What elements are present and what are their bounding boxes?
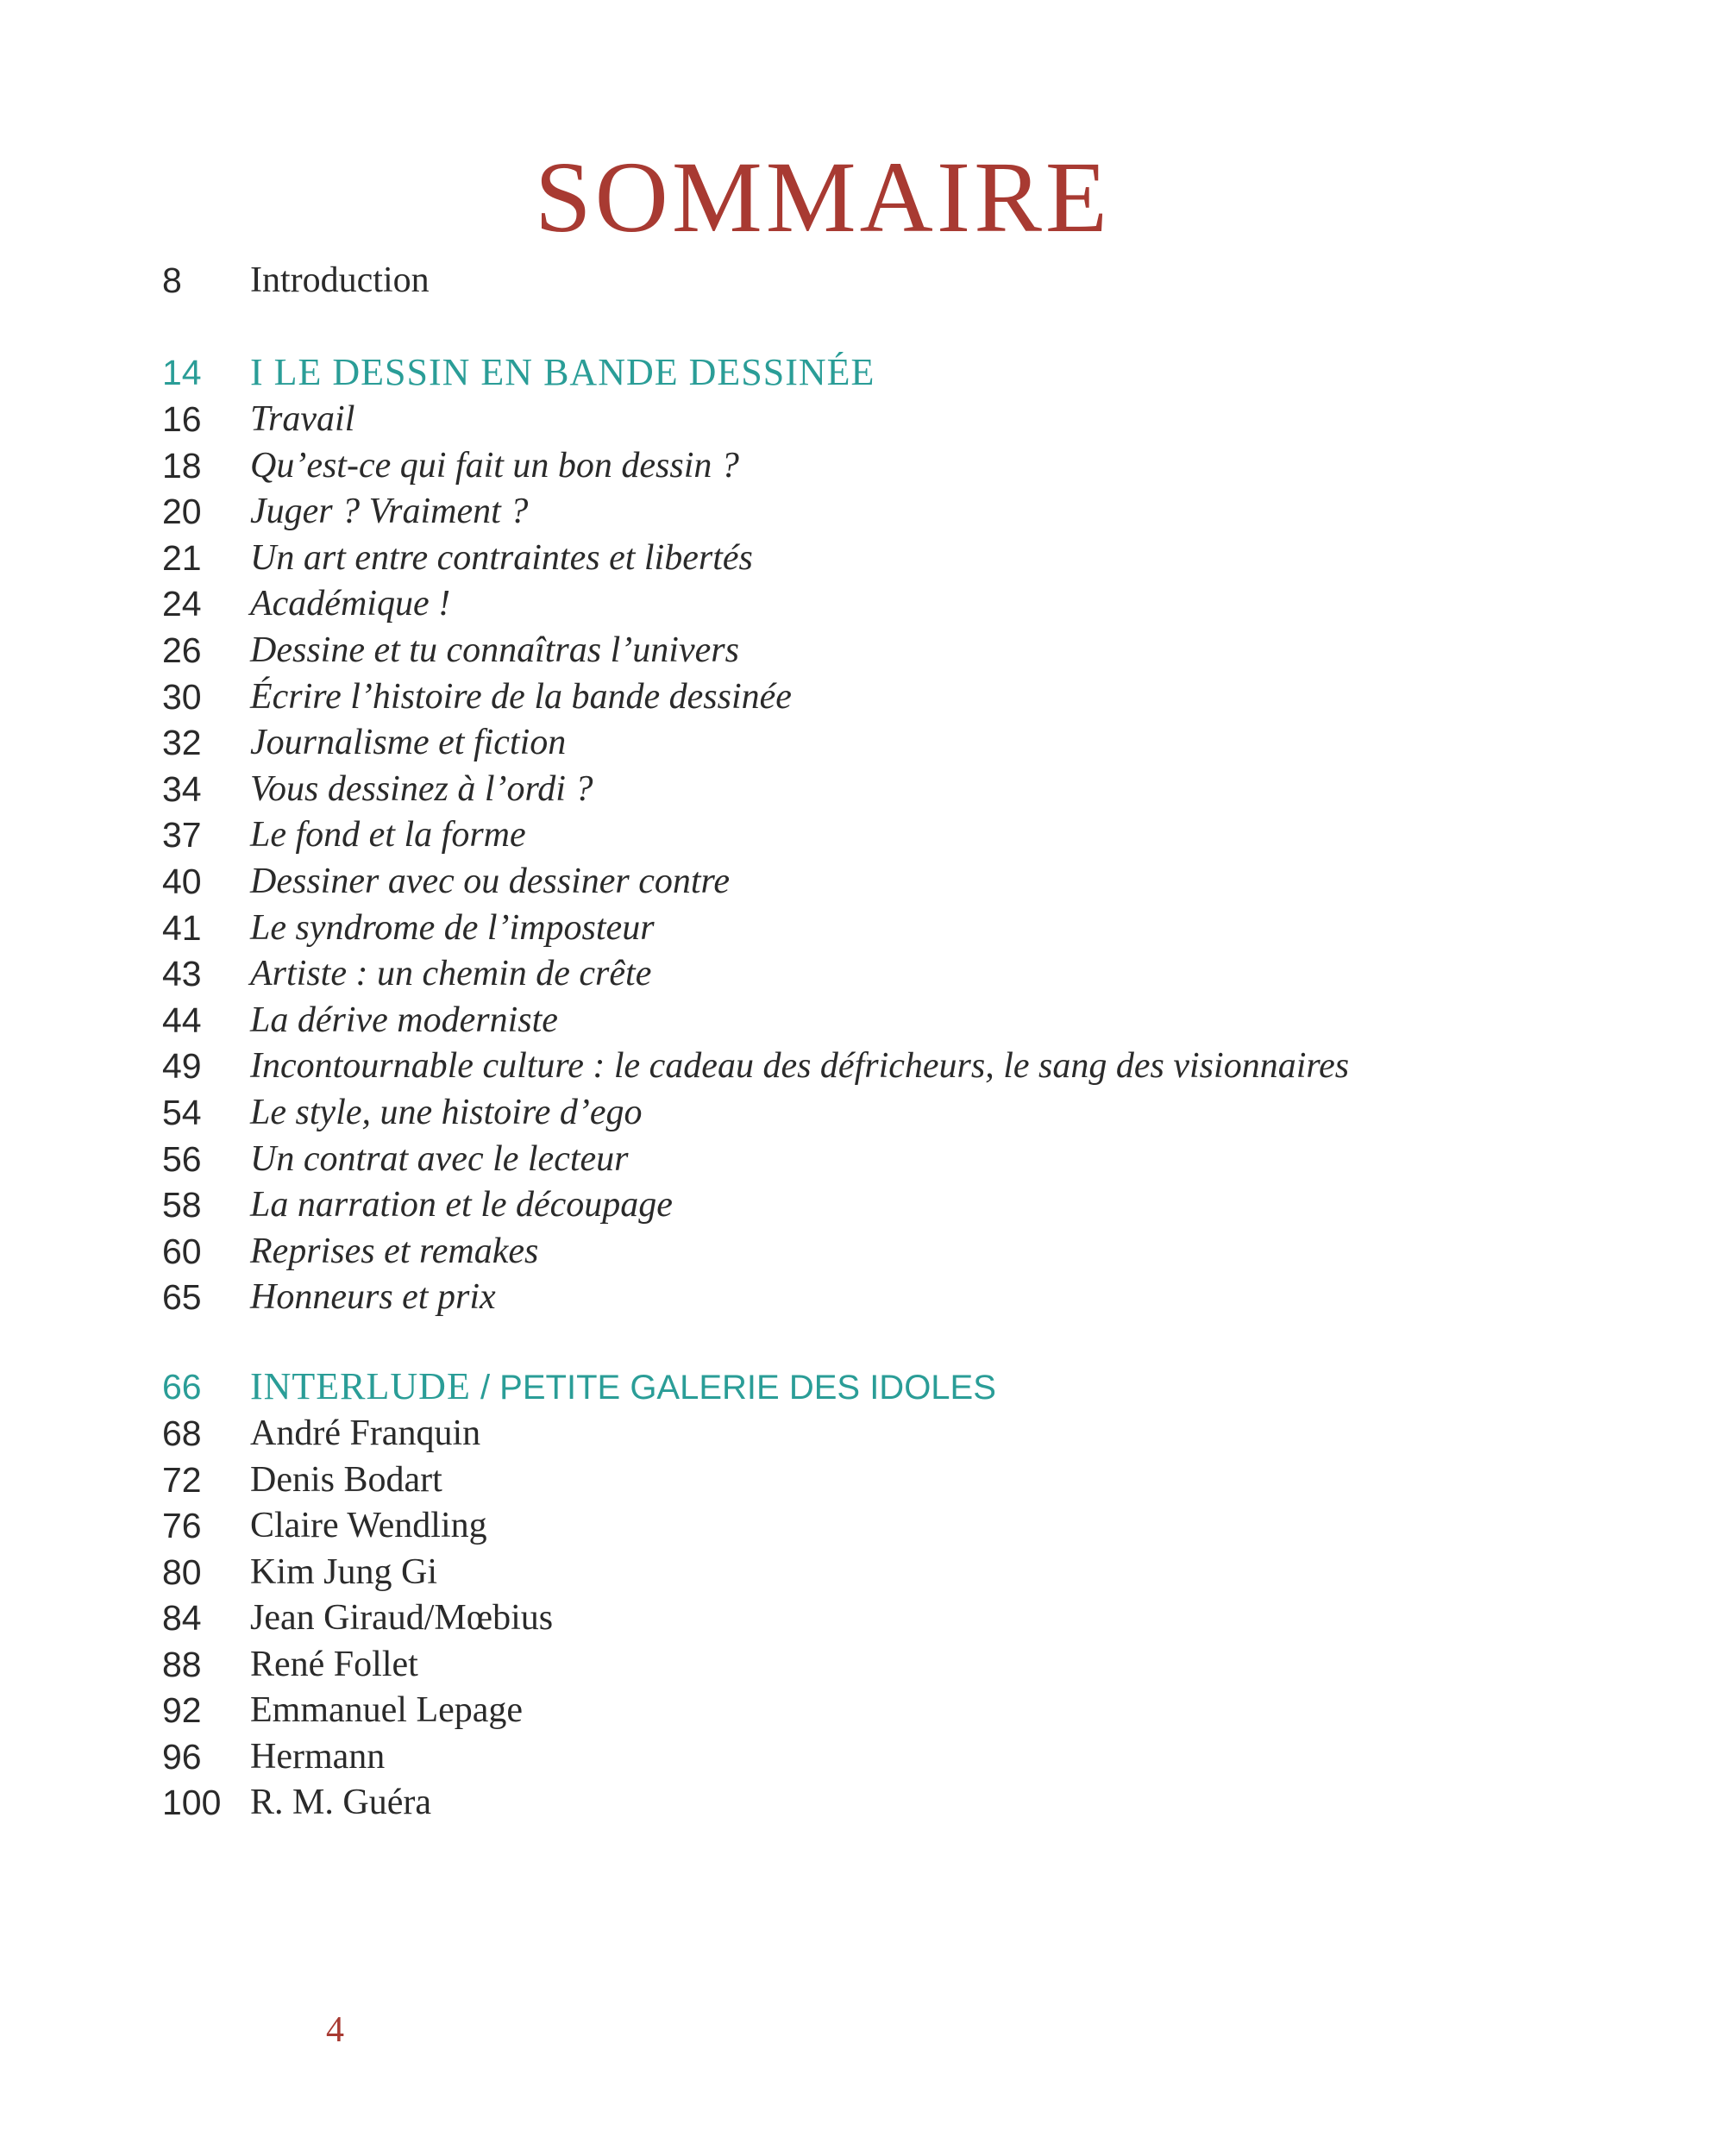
toc-entry-label: Le fond et la forme xyxy=(250,815,526,856)
toc-page-number: 24 xyxy=(162,584,202,624)
toc-entry-introduction xyxy=(0,257,1725,304)
toc-entry-label: Dessine et tu connaîtras l’univers xyxy=(250,630,739,670)
toc-entry-label: Reprises et remakes xyxy=(250,1231,539,1271)
toc-entry-label: La narration et le découpage xyxy=(250,1185,673,1225)
toc-entry-label: Le syndrome de l’imposteur xyxy=(250,907,655,948)
toc-entry-label: René Follet xyxy=(250,1644,418,1684)
toc-page-number: 88 xyxy=(162,1644,202,1684)
toc-entry-label: Kim Jung Gi xyxy=(250,1551,438,1592)
toc-entry xyxy=(0,1043,1725,1089)
toc-page-number: 14 xyxy=(162,353,202,392)
toc-entry xyxy=(0,858,1725,905)
toc-page-number: 96 xyxy=(162,1736,202,1777)
toc-entry xyxy=(0,812,1725,858)
toc-page-number: 32 xyxy=(162,723,202,763)
toc-entry-label: Emmanuel Lepage xyxy=(250,1690,524,1730)
toc-page-number: 72 xyxy=(162,1459,202,1500)
toc-page-number: 66 xyxy=(162,1367,202,1407)
toc-entry-label: Le style, une histoire d’ego xyxy=(250,1093,643,1132)
toc-page-number: 92 xyxy=(162,1690,202,1730)
toc-page-number: 37 xyxy=(162,815,202,856)
toc-section-label: I LE DESSIN EN BANDE DESSINÉE xyxy=(250,351,875,393)
toc-page-number: 16 xyxy=(162,399,202,439)
page-title: SOMMAIRE xyxy=(535,141,1111,254)
toc-entry-label: Honneurs et prix xyxy=(250,1277,496,1318)
toc-entry xyxy=(0,535,1725,581)
toc-entry xyxy=(0,488,1725,535)
toc-entry xyxy=(0,1779,1725,1826)
toc-page-number: 20 xyxy=(162,492,202,532)
toc-entry xyxy=(0,1228,1725,1275)
toc-entry xyxy=(0,1274,1725,1320)
toc-entry-label: Qu’est-ce qui fait un bon dessin ? xyxy=(250,445,739,486)
toc-entry-label: Jean Giraud/Mœbius xyxy=(250,1598,554,1638)
toc-page-number: 26 xyxy=(162,630,202,670)
toc-entry-label: Journalisme et fiction xyxy=(250,723,567,763)
toc-page-number: 68 xyxy=(162,1413,202,1453)
toc-entry xyxy=(0,719,1725,766)
toc-page-number: 40 xyxy=(162,862,202,901)
toc-entry-label: La dérive moderniste xyxy=(250,1000,558,1040)
toc-entry xyxy=(0,396,1725,442)
toc-entry xyxy=(0,1181,1725,1228)
toc-entry-label: Juger ? Vraiment ? xyxy=(250,492,529,532)
toc-entry-label: Hermann xyxy=(250,1736,386,1777)
toc-entry xyxy=(0,1733,1725,1780)
toc-entry-label: Vous dessinez à l’ordi ? xyxy=(250,768,593,809)
toc-page-number: 44 xyxy=(162,1000,202,1040)
toc-entry-label: Académique ! xyxy=(250,584,451,624)
toc-entry-label: Denis Bodart xyxy=(250,1459,442,1500)
toc-entry xyxy=(0,1410,1725,1457)
toc-page-number: 18 xyxy=(162,445,202,486)
toc-page-number: 49 xyxy=(162,1046,202,1087)
toc-entry xyxy=(0,1687,1725,1733)
toc-entry xyxy=(0,1502,1725,1549)
toc-entry-label: Artiste : un chemin de crête xyxy=(250,954,652,994)
toc-page-number: 8 xyxy=(162,260,182,300)
toc-page-number: 76 xyxy=(162,1506,202,1545)
toc-page-number: 60 xyxy=(162,1231,202,1271)
toc-page-number: 43 xyxy=(162,954,202,994)
toc-entry xyxy=(0,580,1725,627)
toc-page-number: 30 xyxy=(162,676,202,717)
toc-entry xyxy=(0,674,1725,720)
toc-entry-label: Travail xyxy=(250,399,355,439)
toc-page-number: 56 xyxy=(162,1138,202,1179)
toc-page-number: 65 xyxy=(162,1277,202,1318)
toc-page-number: 34 xyxy=(162,768,202,809)
toc-entry xyxy=(0,1549,1725,1595)
toc-section-label-sans: / PETITE GALERIE DES IDOLES xyxy=(470,1369,996,1407)
toc-section-label xyxy=(250,1363,996,1411)
toc-page-number: 84 xyxy=(162,1598,202,1638)
toc-entry-label: Incontournable culture : le cadeau des défricheurs, le sang des visionnaires xyxy=(250,1046,1350,1087)
toc-entry-label: André Franquin xyxy=(250,1413,481,1453)
toc-entry xyxy=(0,442,1725,489)
toc-entry-label: Écrire l’histoire de la bande dessinée xyxy=(250,676,792,717)
toc-page-number: 80 xyxy=(162,1551,202,1592)
toc-section-heading-1 xyxy=(0,349,1725,396)
toc-entry-label: Un art entre contraintes et libertés xyxy=(250,537,753,578)
toc-entry xyxy=(0,997,1725,1044)
toc-page-number: 58 xyxy=(162,1185,202,1225)
toc-page-number: 41 xyxy=(162,907,202,948)
toc-entry-label: Un contrat avec le lecteur xyxy=(250,1138,629,1179)
toc-page-number: 100 xyxy=(162,1783,222,1822)
toc-entry xyxy=(0,766,1725,812)
toc-entry xyxy=(0,1641,1725,1688)
toc-entry xyxy=(0,1595,1725,1641)
toc-entry-label: Introduction xyxy=(250,260,430,300)
toc-section-label-serif: INTERLUDE xyxy=(250,1365,471,1407)
toc-entry xyxy=(0,950,1725,997)
toc-entry xyxy=(0,1457,1725,1503)
toc-entry xyxy=(0,905,1725,951)
toc-entry-label: Claire Wendling xyxy=(250,1506,487,1545)
toc-entry xyxy=(0,627,1725,674)
toc-entry-label: R. M. Guéra xyxy=(250,1783,431,1822)
toc-page-number: 54 xyxy=(162,1093,202,1132)
toc-page-number: 21 xyxy=(162,537,202,578)
toc-entry xyxy=(0,1136,1725,1182)
toc-section-heading-interlude xyxy=(0,1363,1725,1410)
toc-entry-label: Dessiner avec ou dessiner contre xyxy=(250,862,730,901)
toc-entry xyxy=(0,1089,1725,1136)
page-folio: 4 xyxy=(326,2010,344,2050)
